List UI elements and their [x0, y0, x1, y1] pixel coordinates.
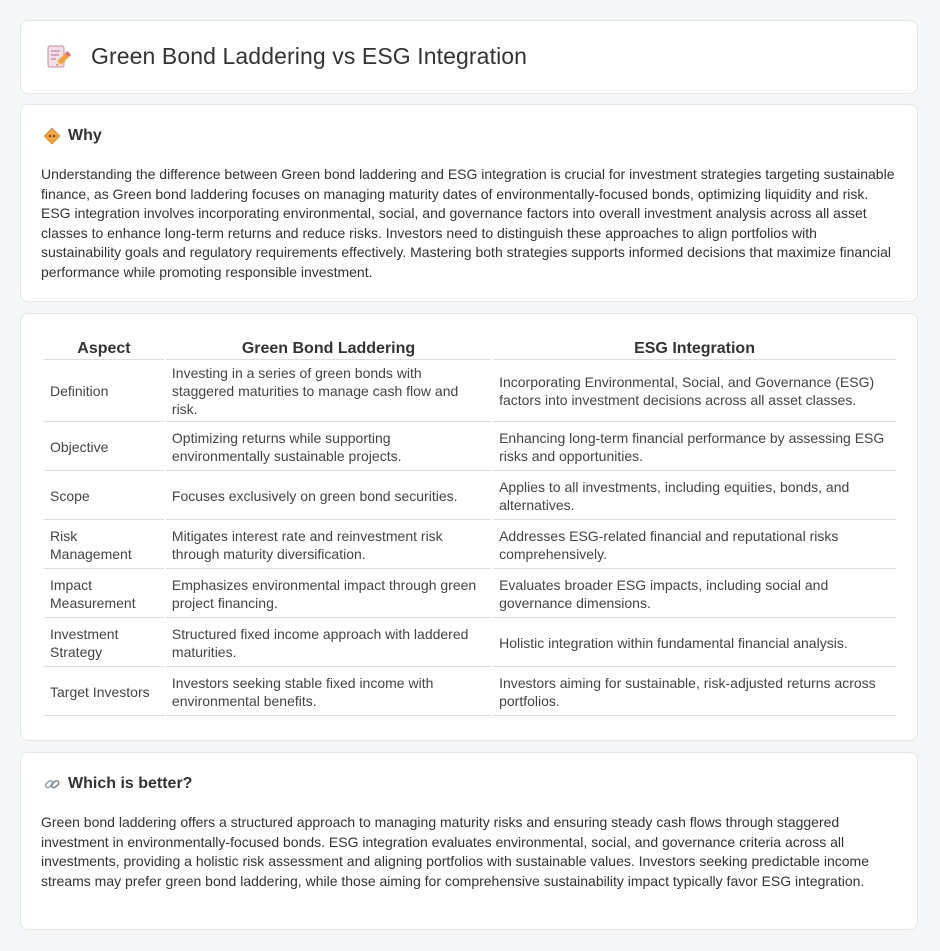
table-header-row [44, 336, 896, 360]
green-bond-cell: Optimizing returns while supporting environmentally sustainable projects. [166, 422, 491, 471]
aspect-cell: Risk Management [44, 520, 164, 569]
title-row [45, 43, 527, 70]
why-heading [43, 127, 102, 145]
table-row [44, 569, 896, 618]
diamond-sign-icon [43, 127, 61, 145]
header-esg-integration: ESG Integration [493, 336, 896, 360]
table-row [44, 360, 896, 422]
aspect-cell: Impact Measurement [44, 569, 164, 618]
esg-cell: Investors aiming for sustainable, risk-adjusted returns across portfolios. [493, 667, 896, 716]
esg-cell: Addresses ESG-related financial and reputational risks comprehensively. [493, 520, 896, 569]
comparison-section [20, 313, 918, 741]
table-row [44, 422, 896, 471]
green-bond-cell: Emphasizes environmental impact through green project financing. [166, 569, 491, 618]
why-section [20, 104, 918, 302]
which-is-better-section [20, 752, 918, 930]
esg-cell: Holistic integration within fundamental financial analysis. [493, 618, 896, 667]
green-bond-cell: Investors seeking stable fixed income with environmental benefits. [166, 667, 491, 716]
header-aspect: Aspect [44, 336, 164, 360]
page-title: Green Bond Laddering vs ESG Integration [91, 43, 528, 69]
green-bond-cell: Structured fixed income approach with laddered maturities. [166, 618, 491, 667]
why-paragraph: Understanding the difference between Green bond laddering and ESG integration is crucial for investment strategies targeting sustainable finance, as Green bond laddering focuses on managing maturity dates of environmentally-focused bonds, optimizing liquidity and risk. ESG integration involves incorporating environmental, social, and governance factors into overall investment analysis across all asset classes to enhance long-term returns and reduce risks. Investors need to distinguish these approaches to align portfolios with sustainability goals and regulatory requirements effectively. Mastering both strategies supports informed decisions that maximize financial performance while promoting responsible investment. [41, 166, 895, 280]
better-title: Which is better? [68, 775, 193, 792]
aspect-cell: Target Investors [44, 667, 164, 716]
aspect-cell: Scope [44, 471, 164, 520]
table-row [44, 471, 896, 520]
green-bond-cell: Investing in a series of green bonds with staggered maturities to manage cash flow and risk. [166, 360, 491, 422]
header-green-bond-laddering: Green Bond Laddering [166, 336, 491, 360]
table-row [44, 618, 896, 667]
esg-cell: Incorporating Environmental, Social, and Governance (ESG) factors into investment decisions across all asset classes. [493, 360, 896, 422]
aspect-cell: Investment Strategy [44, 618, 164, 667]
comparison-table [42, 336, 898, 716]
aspect-cell: Objective [44, 422, 164, 471]
why-title: Why [68, 127, 102, 144]
green-bond-cell: Mitigates interest rate and reinvestment risk through maturity diversification. [166, 520, 491, 569]
esg-cell: Enhancing long-term financial performance by assessing ESG risks and opportunities. [493, 422, 896, 471]
better-paragraph: Green bond laddering offers a structured approach to managing maturity risks and ensuring steady cash flows through staggered investment in environmentally-focused bonds. ESG integration evaluates environmental, social, and governance criteria across all investments, providing a holistic risk assessment and aligning portfolios with sustainable values. Investors seeking predictable income streams may prefer green bond laddering, while those aiming for comprehensive sustainability impact typically favor ESG integration. [41, 814, 869, 889]
better-heading [43, 775, 192, 793]
esg-cell: Evaluates broader ESG impacts, including social and governance dimensions. [493, 569, 896, 618]
esg-cell: Applies to all investments, including equities, bonds, and alternatives. [493, 471, 896, 520]
aspect-cell: Definition [44, 360, 164, 422]
pencil-paper-icon [45, 44, 71, 70]
link-icon [43, 775, 61, 793]
table-row [44, 520, 896, 569]
table-row [44, 667, 896, 716]
green-bond-cell: Focuses exclusively on green bond securities. [166, 471, 491, 520]
title-card [20, 20, 918, 94]
